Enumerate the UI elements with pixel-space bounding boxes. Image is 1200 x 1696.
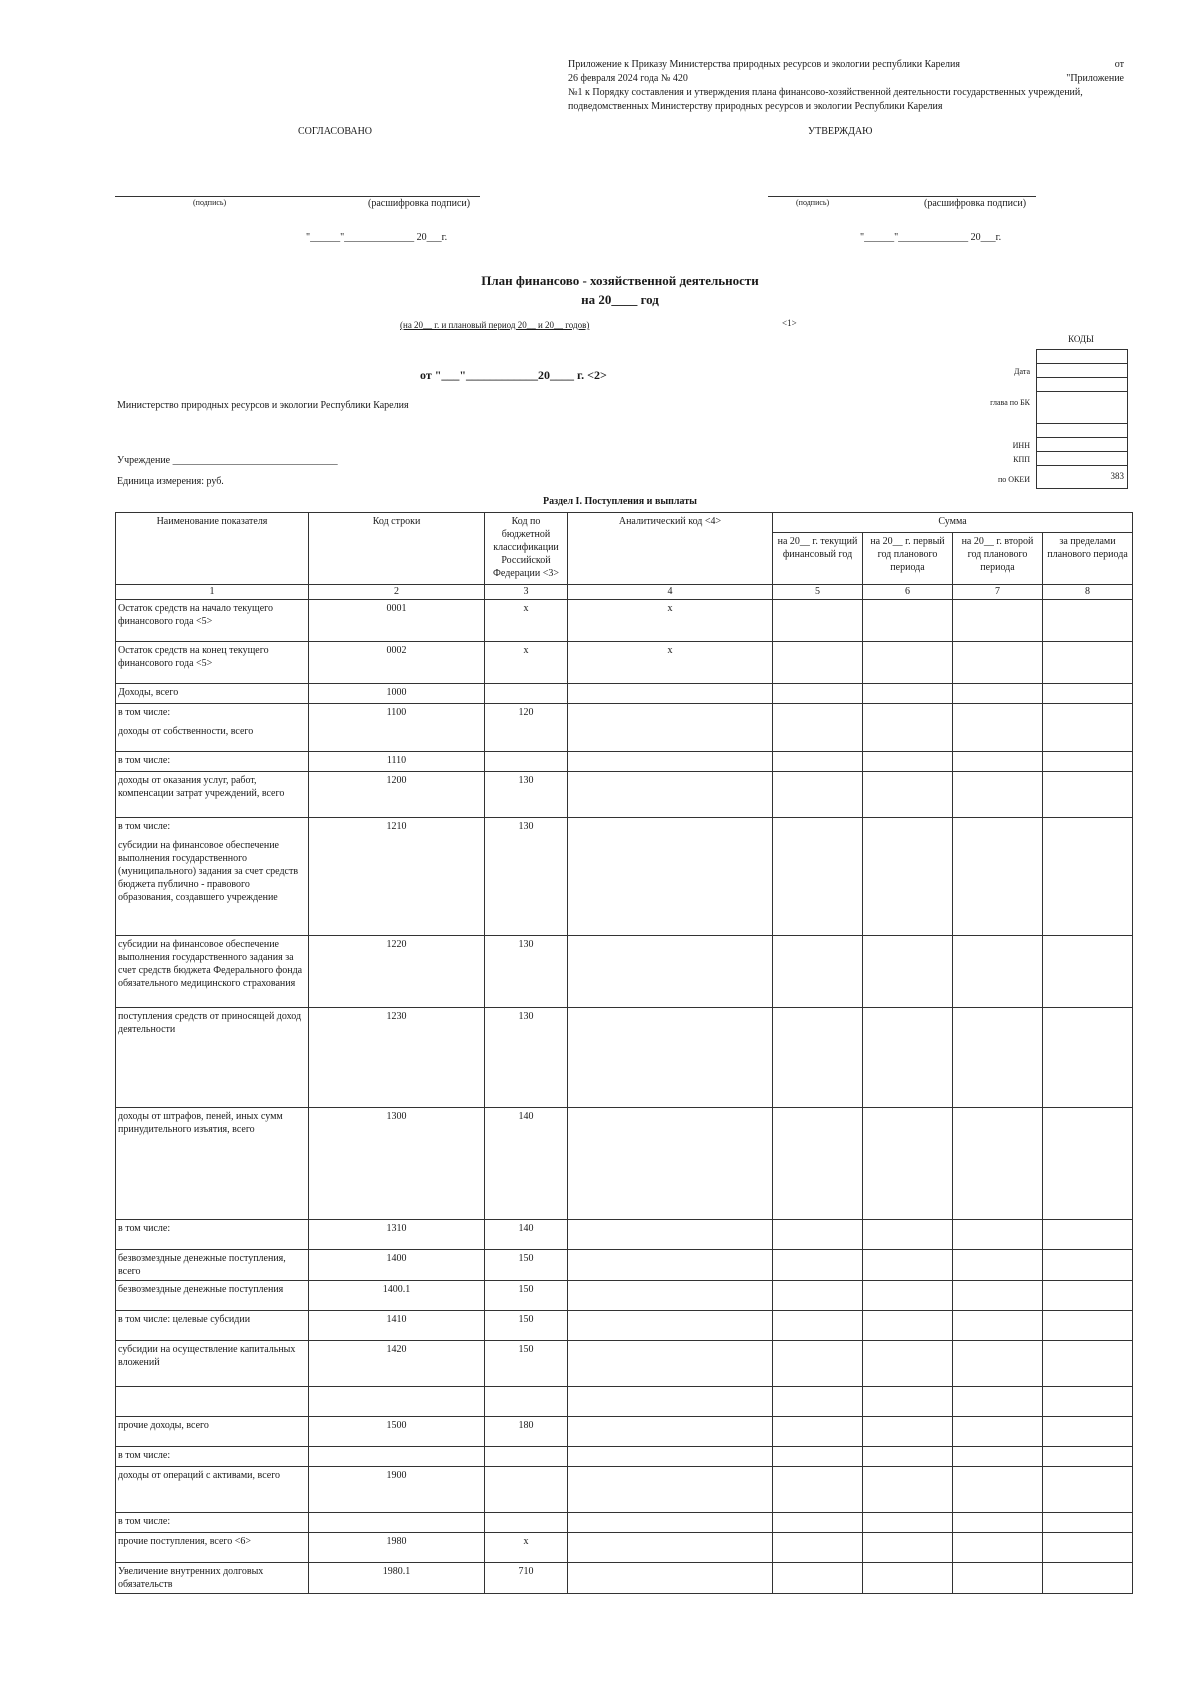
codes-header: КОДЫ	[1068, 334, 1094, 344]
col-index: 7	[953, 585, 1043, 600]
row-code-cell: 1200	[309, 772, 485, 818]
analytic-code-cell	[568, 1341, 773, 1387]
analytic-code-cell	[568, 772, 773, 818]
sum-cell[interactable]	[1043, 642, 1133, 684]
analytic-code-cell	[568, 1563, 773, 1594]
sum-cell[interactable]	[863, 1387, 953, 1417]
sum-cell[interactable]	[1043, 818, 1133, 936]
indicator-name: безвозмездные денежные поступления, всего	[118, 1253, 286, 1277]
indicator-name-cell	[116, 1008, 309, 1108]
sum-cell[interactable]	[953, 1447, 1043, 1467]
sum-cell[interactable]	[1043, 1387, 1133, 1417]
indicator-name: субсидии на финансовое обеспечение выполнения государственного задания за счет средств бюджета Федерального фонда обязательного медицинского страхования	[118, 939, 303, 989]
indicator-name: Остаток средств на начало текущего финансового года <5>	[118, 603, 274, 627]
row-code-cell: 1220	[309, 936, 485, 1008]
planning-period: (на 20__ г. и плановый период 20__ и 20__ годов)	[400, 320, 590, 330]
analytic-code-cell	[568, 1108, 773, 1220]
analytic-code-cell	[568, 684, 773, 704]
kbk-code-cell	[485, 1467, 568, 1513]
col-analytic-header: Аналитический код <4>	[568, 513, 773, 585]
sum-cell[interactable]	[863, 818, 953, 936]
kbk-code-cell: 710	[485, 1563, 568, 1594]
sum-cell[interactable]	[1043, 936, 1133, 1008]
indicator-name-cell	[116, 1281, 309, 1311]
agreed-label: СОГЛАСОВАНО	[298, 126, 373, 137]
row-code-cell: 1980.1	[309, 1563, 485, 1594]
row-code-cell: 1400	[309, 1250, 485, 1281]
row-code-cell: 1000	[309, 684, 485, 704]
indicator-name-cell	[116, 1341, 309, 1387]
codes-label-bk: глава по БК	[990, 398, 1030, 407]
col-kbk-header: Код по бюджетной классификации Российской Федерации <3>	[485, 513, 568, 585]
indicator-name: в том числе:	[118, 1450, 171, 1461]
kbk-code-cell: 140	[485, 1108, 568, 1220]
analytic-code-cell	[568, 1533, 773, 1563]
codes-date-cell	[1037, 364, 1127, 378]
table-row	[116, 704, 1133, 752]
col-index: 2	[309, 585, 485, 600]
sum-cell[interactable]	[863, 936, 953, 1008]
sum-cell[interactable]	[1043, 600, 1133, 642]
indicator-name: прочие доходы, всего	[118, 1420, 209, 1431]
sum-cell[interactable]	[773, 1281, 863, 1311]
col-index: 4	[568, 585, 773, 600]
annex-line-2: 26 февраля 2024 года № 420	[568, 73, 688, 84]
sum-cell[interactable]	[863, 642, 953, 684]
indicator-name: безвозмездные денежные поступления	[118, 1284, 284, 1295]
codes-label-okei: по ОКЕИ	[997, 475, 1030, 484]
indicator-name-cell	[116, 1417, 309, 1447]
indicator-name-cell	[116, 1467, 309, 1513]
codes-label-kpp: КПП	[1013, 455, 1030, 464]
row-code-cell: 1980	[309, 1533, 485, 1563]
analytic-code-cell	[568, 1220, 773, 1250]
sum-cell[interactable]	[1043, 1250, 1133, 1281]
sum-cell[interactable]	[863, 1220, 953, 1250]
sum-cell[interactable]	[773, 936, 863, 1008]
kbk-code-cell: 140	[485, 1220, 568, 1250]
codes-blank-1	[1037, 350, 1127, 364]
indicator-name-cell	[116, 1447, 309, 1467]
kbk-code-cell: 130	[485, 818, 568, 936]
sum-cell[interactable]	[1043, 704, 1133, 752]
indicator-name-cell	[116, 1220, 309, 1250]
sum-cell[interactable]	[863, 1311, 953, 1341]
sum-cell[interactable]	[953, 704, 1043, 752]
date-left: "______"______________ 20___г.	[306, 232, 448, 243]
signature-line-right	[768, 196, 1036, 197]
sum-cell[interactable]	[953, 684, 1043, 704]
sum-cell[interactable]	[1043, 1447, 1133, 1467]
table-row	[116, 1467, 1133, 1513]
indicator-name-cell	[116, 1533, 309, 1563]
sum-cell[interactable]	[1043, 772, 1133, 818]
decode-caption-right: (расшифровка подписи)	[924, 198, 1027, 209]
table-row	[116, 1220, 1133, 1250]
sum-cell[interactable]	[773, 642, 863, 684]
indicator-name-cell	[116, 1108, 309, 1220]
sum-cell[interactable]	[863, 1250, 953, 1281]
table-row	[116, 1311, 1133, 1341]
analytic-code-cell	[568, 1387, 773, 1417]
sum-cell[interactable]	[1043, 1563, 1133, 1594]
codes-blank-2	[1037, 378, 1127, 392]
sum-cell[interactable]	[953, 1341, 1043, 1387]
sum-cell[interactable]	[1043, 752, 1133, 772]
indicator-name-cell	[116, 704, 309, 752]
row-code-cell: 1410	[309, 1311, 485, 1341]
col-code-header: Код строки	[309, 513, 485, 585]
row-code-cell	[309, 1387, 485, 1417]
kbk-code-cell	[485, 1513, 568, 1533]
sum-cell[interactable]	[773, 1108, 863, 1220]
sum-cell[interactable]	[773, 1387, 863, 1417]
kbk-code-cell: 130	[485, 1008, 568, 1108]
col-sum-header: Сумма	[773, 513, 1133, 533]
sum-cell[interactable]	[773, 1311, 863, 1341]
sum-cell[interactable]	[863, 772, 953, 818]
kbk-code-cell: 130	[485, 936, 568, 1008]
kbk-code-cell: x	[485, 642, 568, 684]
codes-kpp-cell	[1037, 452, 1127, 466]
codes-box	[1036, 349, 1128, 489]
sum-cell[interactable]	[1043, 684, 1133, 704]
sum-cell[interactable]	[863, 600, 953, 642]
kbk-code-cell: 150	[485, 1311, 568, 1341]
indicator-name: субсидии на осуществление капитальных вложений	[118, 1344, 296, 1368]
codes-okei-cell: 383	[1110, 471, 1124, 481]
sum-cell[interactable]	[773, 1417, 863, 1447]
row-code-cell	[309, 1513, 485, 1533]
sum-cell[interactable]	[953, 1281, 1043, 1311]
section-title: Раздел I. Поступления и выплаты	[543, 496, 697, 507]
table-row	[116, 772, 1133, 818]
kbk-code-cell: 130	[485, 772, 568, 818]
sum-cell[interactable]	[863, 1533, 953, 1563]
sum-cell[interactable]	[863, 704, 953, 752]
indicator-name-cell	[116, 752, 309, 772]
indicator-name: доходы от оказания услуг, работ, компенсации затрат учреждений, всего	[118, 775, 285, 799]
col-index: 3	[485, 585, 568, 600]
indicator-name: в том числе:	[118, 755, 171, 766]
row-code-cell: 1500	[309, 1417, 485, 1447]
sum-cell[interactable]	[953, 1533, 1043, 1563]
indicator-name-cell	[116, 818, 309, 936]
indicator-name-cell	[116, 600, 309, 642]
sum-cell[interactable]	[773, 1447, 863, 1467]
sum-cell[interactable]	[1043, 1513, 1133, 1533]
kbk-code-cell	[485, 684, 568, 704]
sum-cell[interactable]	[1043, 1341, 1133, 1387]
indicator-name: доходы от операций с активами, всего	[118, 1470, 281, 1481]
sum-cell[interactable]	[953, 642, 1043, 684]
sum-cell[interactable]	[1043, 1311, 1133, 1341]
sign-caption-right: (подпись)	[796, 198, 830, 207]
indicator-name: в том числе:	[118, 1223, 171, 1234]
sum-cell[interactable]	[953, 600, 1043, 642]
indicator-subname: доходы от собственности, всего	[118, 726, 254, 737]
sum-cell[interactable]	[863, 1341, 953, 1387]
col-index: 6	[863, 585, 953, 600]
row-code-cell: 1420	[309, 1341, 485, 1387]
sum-cell[interactable]	[773, 1513, 863, 1533]
kbk-code-cell: 150	[485, 1250, 568, 1281]
table-row	[116, 1008, 1133, 1108]
indicator-name: в том числе:	[118, 1516, 171, 1527]
analytic-code-cell	[568, 1311, 773, 1341]
codes-bk-cell	[1037, 392, 1127, 424]
table-row	[116, 600, 1133, 642]
col-name-header: Наименование показателя	[116, 513, 309, 585]
table-row	[116, 1250, 1133, 1281]
analytic-code-cell	[568, 936, 773, 1008]
analytic-code-cell	[568, 1008, 773, 1108]
note-1: <1>	[782, 318, 797, 328]
table-row	[116, 642, 1133, 684]
analytic-code-cell: x	[568, 600, 773, 642]
kbk-code-cell	[485, 1387, 568, 1417]
sum-cell[interactable]	[773, 600, 863, 642]
analytic-code-cell: x	[568, 642, 773, 684]
sum-cell[interactable]	[863, 1008, 953, 1108]
sum-cell[interactable]	[863, 1417, 953, 1447]
sum-cell[interactable]	[953, 1513, 1043, 1533]
table-row	[116, 936, 1133, 1008]
sum-cell[interactable]	[953, 1563, 1043, 1594]
sum-cell[interactable]	[863, 684, 953, 704]
decode-caption-left: (расшифровка подписи)	[368, 198, 471, 209]
table-row	[116, 1281, 1133, 1311]
sum-cell[interactable]	[953, 1008, 1043, 1108]
sum-cell[interactable]	[953, 1467, 1043, 1513]
table-row	[116, 1447, 1133, 1467]
kbk-code-cell	[485, 1447, 568, 1467]
sum-cell[interactable]	[773, 1220, 863, 1250]
indicator-name-cell	[116, 1513, 309, 1533]
annex-line-4: подведомственных Министерству природных ресурсов и экологии Республики Карелия	[568, 101, 943, 112]
annex-line-3: №1 к Порядку составления и утверждения плана финансово-хозяйственной деятельности государственных учреждений,	[568, 87, 1083, 98]
kbk-code-cell: 150	[485, 1341, 568, 1387]
signature-line-left	[115, 196, 480, 197]
analytic-code-cell	[568, 1513, 773, 1533]
col-sum-current: на 20__ г. текущий финансовый год	[773, 533, 863, 585]
sum-cell[interactable]	[773, 1341, 863, 1387]
table-row	[116, 684, 1133, 704]
analytic-code-cell	[568, 752, 773, 772]
sum-cell[interactable]	[863, 1513, 953, 1533]
annex-line-1: Приложение к Приказу Министерства природных ресурсов и экологии республики Карелия	[568, 59, 960, 70]
sum-cell[interactable]	[953, 752, 1043, 772]
sum-cell[interactable]	[863, 1108, 953, 1220]
annex-appendix: "Приложение	[1066, 73, 1124, 84]
indicator-name-cell	[116, 936, 309, 1008]
row-code-cell: 1400.1	[309, 1281, 485, 1311]
table-row	[116, 818, 1133, 936]
sum-cell[interactable]	[1043, 1108, 1133, 1220]
indicator-name-cell	[116, 772, 309, 818]
indicator-name-cell	[116, 1250, 309, 1281]
codes-inn-cell	[1037, 438, 1127, 452]
row-code-cell: 1110	[309, 752, 485, 772]
sum-cell[interactable]	[953, 1108, 1043, 1220]
kbk-code-cell: x	[485, 600, 568, 642]
col-index: 8	[1043, 585, 1133, 600]
approve-label: УТВЕРЖДАЮ	[808, 126, 873, 137]
page-title-year: на 20____ год	[581, 292, 659, 307]
col-sum-year1: на 20__ г. первый год планового периода	[863, 533, 953, 585]
analytic-code-cell	[568, 1417, 773, 1447]
column-index-row	[116, 585, 1133, 600]
indicator-name: Остаток средств на конец текущего финансового года <5>	[118, 645, 269, 669]
order-annex-note	[568, 58, 1124, 114]
row-code-cell: 1100	[309, 704, 485, 752]
sum-cell[interactable]	[773, 1467, 863, 1513]
kbk-code-cell: 180	[485, 1417, 568, 1447]
indicator-name-cell	[116, 684, 309, 704]
row-code-cell: 1300	[309, 1108, 485, 1220]
table-row	[116, 1387, 1133, 1417]
kbk-code-cell: 150	[485, 1281, 568, 1311]
row-code-cell: 1230	[309, 1008, 485, 1108]
codes-blank-3	[1037, 424, 1127, 438]
indicator-name: доходы от штрафов, пеней, иных сумм принудительного изъятия, всего	[118, 1111, 283, 1135]
institution-name: Учреждение _________________________________	[117, 455, 338, 466]
col-index: 5	[773, 585, 863, 600]
sum-cell[interactable]	[1043, 1533, 1133, 1563]
analytic-code-cell	[568, 1447, 773, 1467]
sum-cell[interactable]	[773, 1008, 863, 1108]
kbk-code-cell	[485, 752, 568, 772]
row-code-cell: 0001	[309, 600, 485, 642]
row-code-cell: 1210	[309, 818, 485, 936]
sum-cell[interactable]	[953, 1387, 1043, 1417]
page-title: План финансово - хозяйственной деятельности	[481, 273, 759, 288]
sum-cell[interactable]	[773, 1563, 863, 1594]
col-sum-year2: на 20__ г. второй год планового периода	[953, 533, 1043, 585]
sum-cell[interactable]	[773, 1250, 863, 1281]
table-row	[116, 1513, 1133, 1533]
sum-cell[interactable]	[863, 1467, 953, 1513]
indicator-name: в том числе: целевые субсидии	[118, 1314, 251, 1325]
analytic-code-cell	[568, 1250, 773, 1281]
indicator-name: Доходы, всего	[118, 687, 179, 698]
analytic-code-cell	[568, 818, 773, 936]
indicator-name: поступления средств от приносящей доход деятельности	[118, 1011, 302, 1035]
indicator-name: в том числе:	[118, 821, 171, 832]
sum-cell[interactable]	[773, 704, 863, 752]
indicator-name: в том числе:	[118, 707, 171, 718]
sum-cell[interactable]	[953, 1250, 1043, 1281]
sum-cell[interactable]	[773, 772, 863, 818]
revenue-table	[115, 512, 1133, 1594]
sum-cell[interactable]	[953, 936, 1043, 1008]
table-row	[116, 1563, 1133, 1594]
sum-cell[interactable]	[863, 1563, 953, 1594]
kbk-code-cell: x	[485, 1533, 568, 1563]
indicator-name-cell	[116, 642, 309, 684]
row-code-cell: 0002	[309, 642, 485, 684]
analytic-code-cell	[568, 1467, 773, 1513]
sum-cell[interactable]	[953, 1220, 1043, 1250]
table-row	[116, 1417, 1133, 1447]
sum-cell[interactable]	[863, 752, 953, 772]
codes-label-date: Дата	[1014, 367, 1030, 376]
table-row	[116, 1533, 1133, 1563]
ministry-name: Министерство природных ресурсов и экологии Республики Карелия	[117, 400, 409, 411]
row-code-cell: 1310	[309, 1220, 485, 1250]
plan-date: от "___"____________20____ г. <2>	[420, 368, 607, 382]
sign-caption-left: (подпись)	[193, 198, 227, 207]
indicator-name-cell	[116, 1387, 309, 1417]
indicator-subname: субсидии на финансовое обеспечение выполнения государственного (муниципального) задания за счет средств бюджета публично - правового образования, создавшего учреждение	[118, 840, 299, 903]
codes-label-inn: ИНН	[1012, 441, 1030, 450]
sum-cell[interactable]	[1043, 1220, 1133, 1250]
sum-cell[interactable]	[953, 1311, 1043, 1341]
sum-cell[interactable]	[773, 684, 863, 704]
col-sum-beyond: за пределами планового периода	[1043, 533, 1133, 585]
row-code-cell: 1900	[309, 1467, 485, 1513]
table-row	[116, 1341, 1133, 1387]
sum-cell[interactable]	[1043, 1281, 1133, 1311]
indicator-name-cell	[116, 1311, 309, 1341]
sum-cell[interactable]	[953, 772, 1043, 818]
sum-cell[interactable]	[773, 818, 863, 936]
unit-of-measure: Единица измерения: руб.	[117, 476, 224, 487]
sum-cell[interactable]	[863, 1447, 953, 1467]
sum-cell[interactable]	[1043, 1467, 1133, 1513]
indicator-name: прочие поступления, всего <6>	[118, 1536, 252, 1547]
indicator-name-cell	[116, 1563, 309, 1594]
indicator-name: Увеличение внутренних долговых обязательств	[118, 1566, 264, 1590]
sum-cell[interactable]	[953, 1417, 1043, 1447]
kbk-code-cell: 120	[485, 704, 568, 752]
analytic-code-cell	[568, 1281, 773, 1311]
sum-cell[interactable]	[773, 1533, 863, 1563]
table-row	[116, 752, 1133, 772]
sum-cell[interactable]	[863, 1281, 953, 1311]
col-index: 1	[116, 585, 309, 600]
sum-cell[interactable]	[773, 752, 863, 772]
table-row	[116, 1108, 1133, 1220]
row-code-cell	[309, 1447, 485, 1467]
sum-cell[interactable]	[1043, 1417, 1133, 1447]
annex-from: от	[1114, 59, 1124, 70]
sum-cell[interactable]	[953, 818, 1043, 936]
date-right: "______"______________ 20___г.	[860, 232, 1002, 243]
analytic-code-cell	[568, 704, 773, 752]
sum-cell[interactable]	[1043, 1008, 1133, 1108]
